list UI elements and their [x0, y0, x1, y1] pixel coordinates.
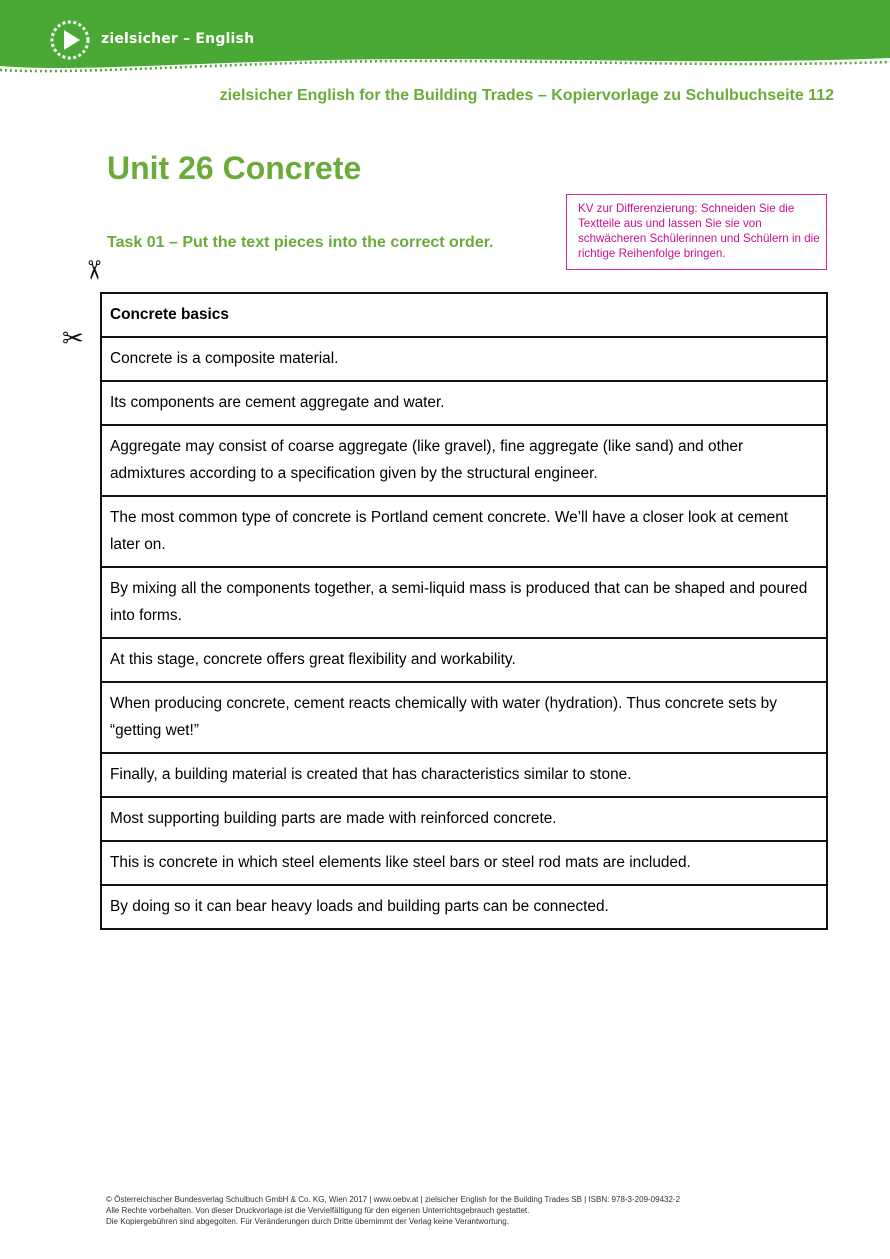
strip-text: The most common type of concrete is Portland cement concrete. We’ll have a closer look at cement later on. — [101, 496, 827, 567]
running-head: zielsicher English for the Building Trades – Kopiervorlage zu Schulbuchseite 112 — [219, 87, 834, 104]
task-heading: Task 01 – Put the text pieces into the correct order. — [107, 234, 494, 251]
strip-row — [101, 425, 827, 496]
strip-row — [101, 381, 827, 425]
strip-text: Concrete basics — [101, 293, 827, 337]
page-title: Unit 26 Concrete — [107, 150, 362, 186]
copyright-footer — [106, 1194, 680, 1227]
strip-text: By doing so it can bear heavy loads and building parts can be connected. — [101, 885, 827, 929]
strip-row — [101, 753, 827, 797]
strip-row — [101, 337, 827, 381]
strip-row — [101, 496, 827, 567]
cut-out-strips-table — [100, 292, 828, 930]
strip-row — [101, 841, 827, 885]
scissors-icon: ✂ — [62, 324, 84, 354]
strip-row-title — [101, 293, 827, 337]
strip-text: Its components are cement aggregate and water. — [101, 381, 827, 425]
strip-row — [101, 682, 827, 753]
strip-row — [101, 885, 827, 929]
strip-text: When producing concrete, cement reacts chemically with water (hydration). Thus concrete sets by “getting wet!” — [101, 682, 827, 753]
strip-text: Most supporting building parts are made with reinforced concrete. — [101, 797, 827, 841]
strip-text: Concrete is a composite material. — [101, 337, 827, 381]
strip-text: Finally, a building material is created that has characteristics similar to stone. — [101, 753, 827, 797]
footer-line: © Österreichischer Bundesverlag Schulbuch GmbH & Co. KG, Wien 2017 | www.oebv.at | zielsicher English for the Building Trades SB | ISBN: 978-3-209-09432-2 — [106, 1195, 681, 1204]
strip-text: This is concrete in which steel elements like steel bars or steel rod mats are included. — [101, 841, 827, 885]
strip-text: At this stage, concrete offers great flexibility and workability. — [101, 638, 827, 682]
scissors-icon: ✂ — [77, 259, 108, 281]
footer-line: Alle Rechte vorbehalten. Von dieser Druckvorlage ist die Vervielfältigung für den eigenen Unterrichtsgebrauch gestattet. — [106, 1206, 530, 1215]
strip-text: By mixing all the components together, a semi-liquid mass is produced that can be shaped and poured into forms. — [101, 567, 827, 638]
footer-line: Die Kopiergebühren sind abgegolten. Für Veränderungen durch Dritte übernimmt der Verlag keine Verantwortung. — [106, 1217, 509, 1226]
differentiation-note: KV zur Differenzierung: Schneiden Sie die Textteile aus und lassen Sie sie von schwächeren Schülerinnen und Schülern in die richtige Reihenfolge bringen. — [566, 194, 827, 270]
strip-row — [101, 797, 827, 841]
strip-row — [101, 567, 827, 638]
strip-text: Aggregate may consist of coarse aggregate (like gravel), fine aggregate (like sand) and other admixtures according to a specification given by the structural engineer. — [101, 425, 827, 496]
strip-row — [101, 638, 827, 682]
brand-name: zielsicher – English — [101, 31, 255, 47]
